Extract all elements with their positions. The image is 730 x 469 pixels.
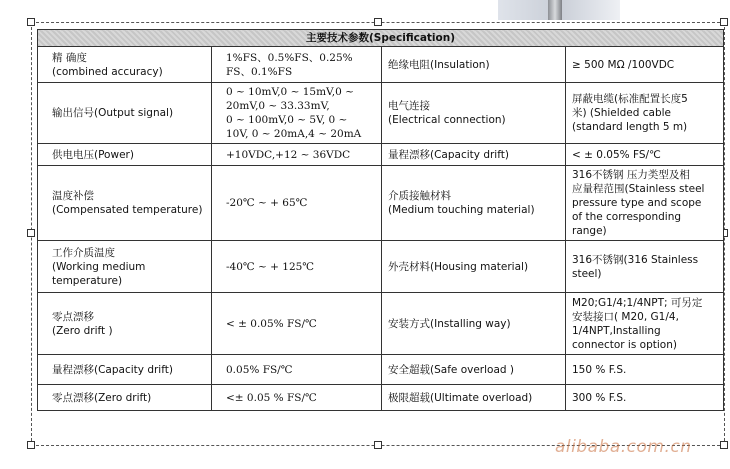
table-row xyxy=(38,241,724,293)
param-value-line: 0 ~ 100mV,0 ~ 5V, 0 ~ xyxy=(226,114,348,126)
param-value-line: < ± 0.05% FS/℃ xyxy=(572,148,661,161)
param-value-line: 316不锈钢 压力类型及相 xyxy=(572,169,690,181)
param-value-line: 10V, 0 ~ 20mA,4 ~ 20mA xyxy=(226,128,362,140)
param-value-line: of the corresponding xyxy=(572,211,682,223)
param-label-line: 介质接触材料 xyxy=(388,190,451,202)
param-label-cell xyxy=(38,385,212,411)
param-label-cell xyxy=(38,293,212,355)
param-value-line: 0.05% FS/℃ xyxy=(226,363,293,376)
resize-handle-bc[interactable] xyxy=(374,441,382,449)
param-label-cell xyxy=(382,293,566,355)
param-label-line: 零点漂移 xyxy=(52,310,94,323)
param-value-line: 1%FS、0.5%FS、0.25% xyxy=(226,51,353,64)
param-value-cell xyxy=(212,355,382,385)
param-value-line: 20mV,0 ~ 33.33mV, xyxy=(226,100,330,112)
param-value-cell xyxy=(212,293,382,355)
param-label-line: 温度补偿 xyxy=(52,190,94,202)
table-row xyxy=(38,166,724,241)
param-label-cell xyxy=(382,47,566,83)
param-value-line: pressure type and scope xyxy=(572,197,702,209)
param-label-line: 量程漂移(Capacity drift) xyxy=(388,148,509,161)
param-value-line: 316不锈钢(316 Stainless xyxy=(572,253,699,266)
param-label-cell xyxy=(382,385,566,411)
param-label-line: temperature) xyxy=(52,274,123,287)
param-value-cell xyxy=(566,355,724,385)
param-label-line: 安全超载(Safe overload ) xyxy=(388,363,514,376)
param-label-line: 外壳材料(Housing material) xyxy=(388,260,529,273)
resize-handle-ml[interactable] xyxy=(27,229,35,237)
param-value-cell xyxy=(566,241,724,293)
param-value-cell xyxy=(566,385,724,411)
param-value-cell xyxy=(566,83,724,144)
table-header: 主要技术参数(Specification) xyxy=(38,30,724,47)
param-label-cell xyxy=(38,355,212,385)
table-row xyxy=(38,144,724,166)
param-label-cell xyxy=(38,144,212,166)
param-label-cell xyxy=(38,47,212,83)
product-image-fragment xyxy=(498,0,620,20)
param-value-cell xyxy=(566,166,724,241)
param-label-cell xyxy=(38,83,212,144)
param-value-line: -40℃ ~ + 125℃ xyxy=(226,260,315,273)
param-value-line: M20;G1/4;1/4NPT; 可另定 xyxy=(572,296,703,309)
param-label-line: (Zero drift ) xyxy=(52,324,113,337)
param-label-cell xyxy=(382,166,566,241)
param-value-cell xyxy=(566,293,724,355)
table-row xyxy=(38,83,724,144)
param-value-line: 屏蔽电缆(标准配置长度5 xyxy=(572,93,688,105)
param-value-line: < ± 0.05% FS/℃ xyxy=(226,317,317,330)
param-value-cell xyxy=(212,166,382,241)
param-label-line: 输出信号(Output signal) xyxy=(52,107,174,119)
param-value-line: 0 ~ 10mV,0 ~ 15mV,0 ~ xyxy=(226,86,354,98)
param-label-cell xyxy=(382,241,566,293)
param-label-line: (Electrical connection) xyxy=(388,114,506,126)
param-label-line: 安装方式(Installing way) xyxy=(388,317,511,330)
param-value-cell xyxy=(566,47,724,83)
param-label-cell xyxy=(38,241,212,293)
param-value-line: +10VDC,+12 ~ 36VDC xyxy=(226,148,351,161)
resize-handle-tr[interactable] xyxy=(720,18,728,26)
param-label-line: 精 确度 xyxy=(52,51,87,64)
param-label-cell xyxy=(382,83,566,144)
table-row xyxy=(38,385,724,411)
param-value-cell xyxy=(212,83,382,144)
param-value-line: range) xyxy=(572,225,607,237)
resize-handle-tc[interactable] xyxy=(374,18,382,26)
resize-handle-br[interactable] xyxy=(720,441,728,449)
param-value-line: steel) xyxy=(572,267,602,280)
param-value-line: 300 % F.S. xyxy=(572,391,627,404)
param-value-line: ≥ 500 MΩ /100VDC xyxy=(572,58,675,71)
param-label-cell xyxy=(382,144,566,166)
param-label-line: 电气连接 xyxy=(388,100,430,112)
param-value-cell xyxy=(566,144,724,166)
param-label-line: 量程漂移(Capacity drift) xyxy=(52,363,173,376)
param-label-line: (combined accuracy) xyxy=(52,65,163,78)
param-value-line: 安装接口( M20, G1/4, xyxy=(572,310,679,323)
table-row xyxy=(38,355,724,385)
param-label-line: (Working medium xyxy=(52,260,146,273)
table-row xyxy=(38,293,724,355)
param-value-cell xyxy=(212,385,382,411)
param-value-line: 1/4NPT,Installing xyxy=(572,324,661,337)
param-label-line: 工作介质温度 xyxy=(52,246,115,259)
param-value-line: <± 0.05 % FS/℃ xyxy=(226,391,317,404)
param-label-line: (Compensated temperature) xyxy=(52,204,203,216)
param-value-cell xyxy=(212,241,382,293)
param-label-line: 绝缘电阻(Insulation) xyxy=(388,58,490,71)
param-value-line: FS、0.1%FS xyxy=(226,65,293,78)
resize-handle-tl[interactable] xyxy=(27,18,35,26)
param-value-cell xyxy=(212,144,382,166)
param-value-line: 150 % F.S. xyxy=(572,363,627,376)
param-value-line: 米) (Shielded cable xyxy=(572,107,672,119)
param-value-line: 应量程范围(Stainless steel xyxy=(572,183,705,195)
param-label-line: 极限超载(Ultimate overload) xyxy=(388,391,533,404)
param-value-cell xyxy=(212,47,382,83)
specification-table xyxy=(37,29,724,411)
param-value-line: -20℃ ~ + 65℃ xyxy=(226,197,308,209)
param-label-cell xyxy=(38,166,212,241)
param-value-line: (standard length 5 m) xyxy=(572,121,688,133)
table-row xyxy=(38,47,724,83)
resize-handle-bl[interactable] xyxy=(27,441,35,449)
sensor-rod-image xyxy=(548,0,562,20)
param-label-line: (Medium touching material) xyxy=(388,204,535,216)
param-value-line: connector is option) xyxy=(572,338,677,351)
param-label-line: 供电电压(Power) xyxy=(52,148,134,161)
param-label-line: 零点漂移(Zero drift) xyxy=(52,391,152,404)
watermark: alibaba.com.cn xyxy=(555,437,692,457)
param-label-cell xyxy=(382,355,566,385)
